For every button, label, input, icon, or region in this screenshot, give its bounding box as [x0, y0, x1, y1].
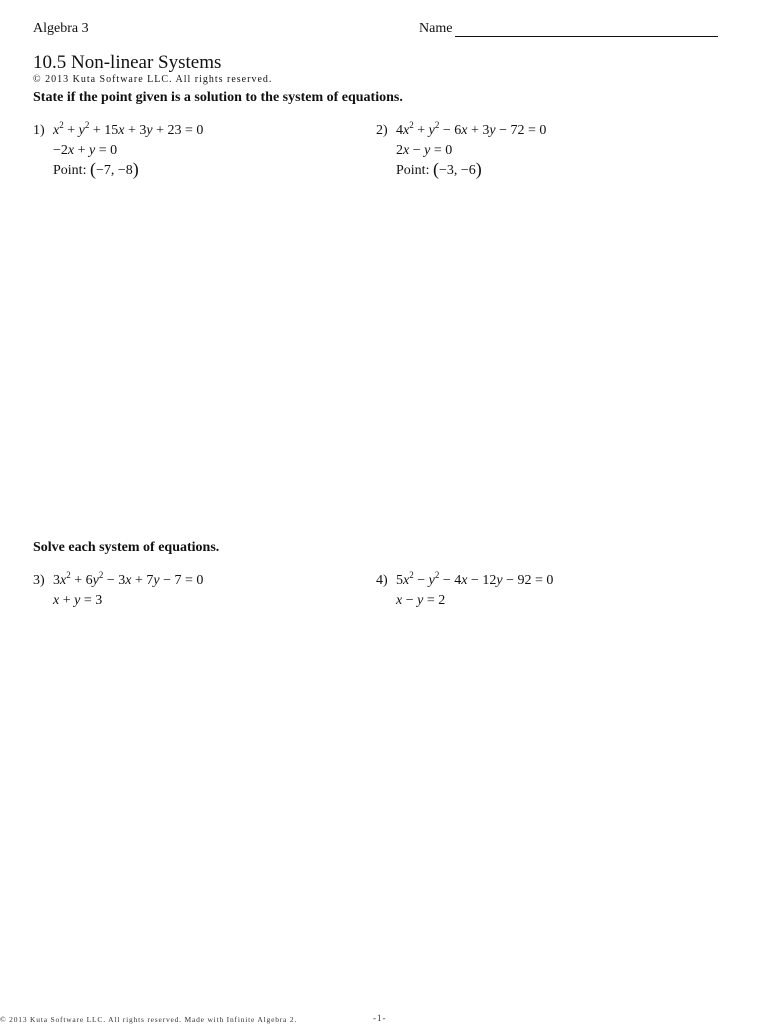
equation-2: x + y = 3 [53, 592, 103, 608]
course-name: Algebra 3 [33, 21, 89, 36]
name-blank-line[interactable] [455, 36, 718, 37]
point-label: Point: [53, 163, 90, 178]
point-line [53, 160, 203, 181]
problem-number: 3) [33, 573, 45, 588]
equation-1: $5x^2 - y^2 - 4x - 12y - 92 = 0$ [396, 570, 554, 588]
close-paren: ) [132, 159, 139, 179]
section-1-instruction: State if the point given is a solution to the system of equations. [33, 90, 403, 105]
section-2-instruction: Solve each system of equations. [33, 540, 220, 555]
point-line [396, 160, 546, 181]
copyright-notice: © 2013 Kuta Software LLC. All rights reserved. [33, 74, 273, 85]
equation-2: 2x − y = 0 [396, 142, 453, 158]
problem-number: 2) [376, 123, 388, 138]
problem-number: 1) [33, 123, 45, 138]
open-paren: ( [89, 159, 96, 179]
equation-1: $4x^2 + y^2 - 6x + 3y - 72 = 0$ [396, 120, 547, 138]
equation-1: $x^2 + y^2 + 15x + 3y + 23 = 0$ [53, 120, 204, 138]
equation-1: $3x^2 + 6y^2 - 3x + 7y - 7 = 0$ [53, 570, 204, 588]
page-number: -1- [373, 1013, 387, 1023]
worksheet-title: 10.5 Non-linear Systems [33, 52, 222, 73]
problem-number: 4) [376, 573, 388, 588]
equation-2: −2x + y = 0 [53, 142, 118, 158]
point-value: −3, −6 [438, 163, 476, 178]
open-paren: ( [432, 159, 439, 179]
point-value: −7, −8 [95, 163, 133, 178]
point-label: Point: [396, 163, 433, 178]
equation-2: x − y = 2 [396, 592, 446, 608]
close-paren: ) [475, 159, 482, 179]
name-label: Name [419, 21, 453, 36]
footer-copyright: © 2013 Kuta Software LLC. All rights reserved. Made with Infinite Algebra 2. [0, 1015, 298, 1024]
